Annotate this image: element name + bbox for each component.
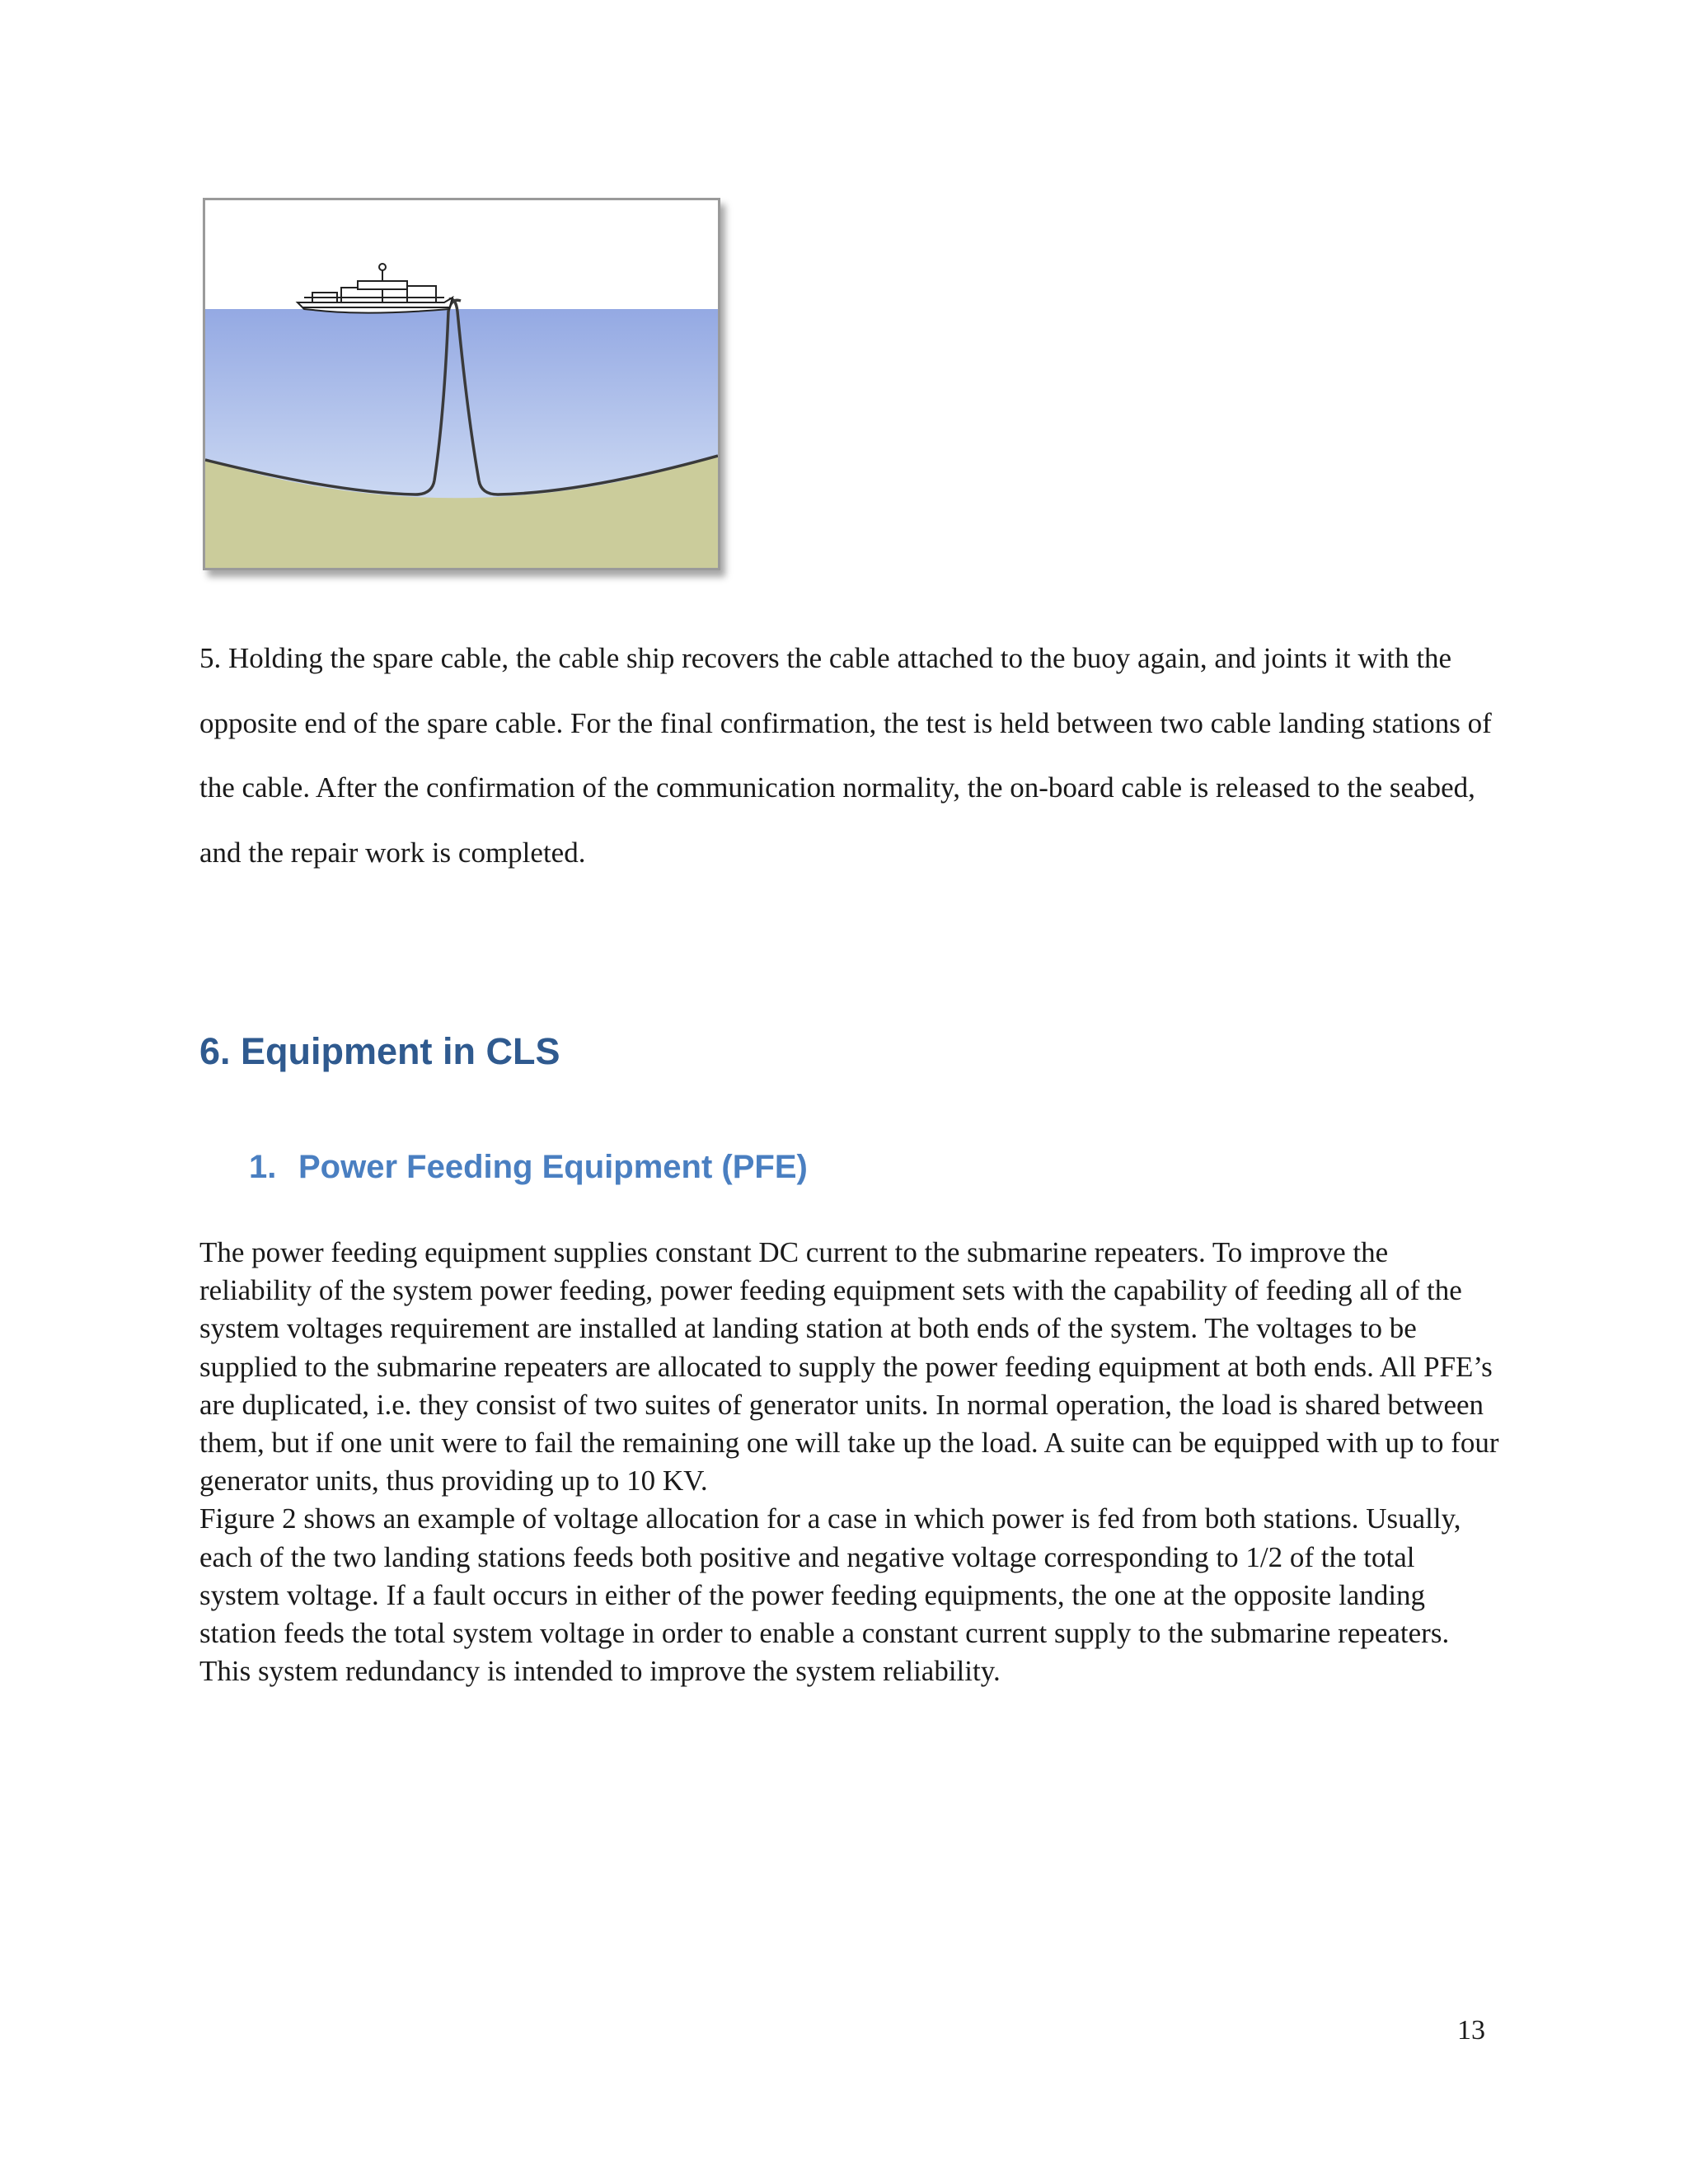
cable-repair-illustration <box>203 198 720 570</box>
repair-step-5-paragraph: 5. Holding the spare cable, the cable ship recovers the cable attached to the buoy again, and joints it with the opposite end of the spare cable. For the final confirmation, the test is held between two cable landing stations of the cable. After the confirmation of the communication normality, the on-board cable is released to the seabed, and the repair work is completed. <box>199 642 1492 869</box>
pfe-paragraph-2: Figure 2 shows an example of voltage allocation for a case in which power is fed from both stations. Usually, each of the two landing stations feeds both positive and negative voltage corresponding to 1/2 of the total system voltage. If a fault occurs in either of the power feeding equipments, the one at the opposite landing station feeds the total system voltage in order to enable a constant current supply to the submarine repeaters. This system redundancy is intended to improve the system reliability. <box>199 1502 1461 1688</box>
cable-repair-drawing <box>205 200 718 568</box>
subsection-heading-pfe <box>249 1149 808 1186</box>
section-heading-equipment: 6. Equipment in CLS <box>199 1030 560 1072</box>
pfe-paragraph-1: The power feeding equipment supplies constant DC current to the submarine repeaters. To improve the reliability of the system power feeding, power feeding equipment sets with the capability of feeding all of the system voltages requirement are installed at landing station at both ends of the system. The voltages to be supplied to the submarine repeaters are allocated to supply the power feeding equipment at both ends. All PFE’s are duplicated, i.e. they consist of two suites of generator units. In normal operation, the load is shared between them, but if one unit were to fail the remaining one will take up the load. A suite can be equipped with up to four generator units, thus providing up to 10 KV. <box>199 1236 1499 1497</box>
page-number: 13 <box>1457 2015 1485 2046</box>
subsection-number: 1. <box>249 1149 277 1185</box>
sky-area <box>205 200 718 309</box>
pfe-body-text <box>199 1234 1502 1690</box>
subsection-title: Power Feeding Equipment (PFE) <box>298 1149 808 1185</box>
